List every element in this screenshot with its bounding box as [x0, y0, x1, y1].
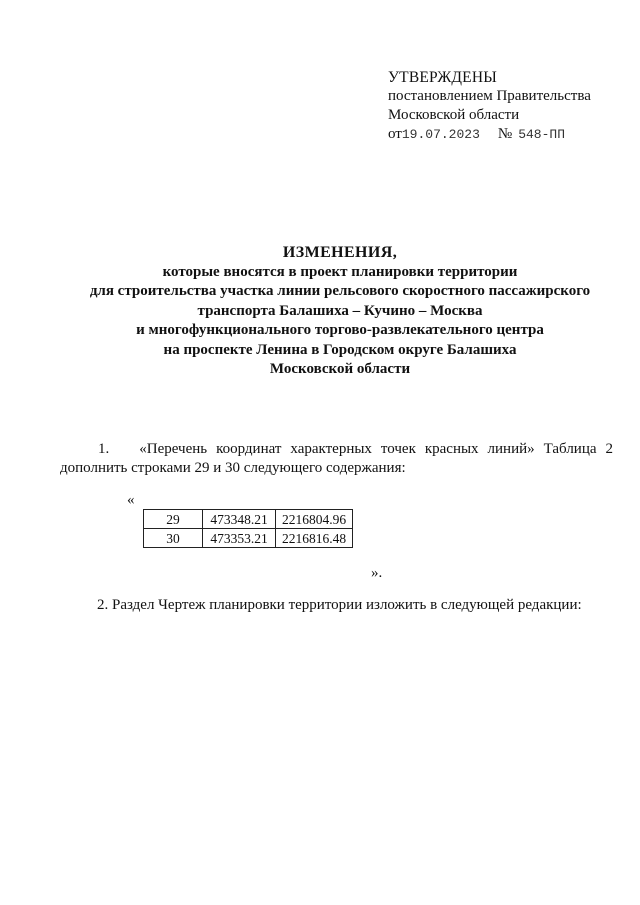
item-2: 2. Раздел Чертеж планировки территории изложить в следующей редакции: — [97, 597, 582, 613]
approval-number: 548-ПП — [518, 127, 565, 142]
item-1-text-1: «Перечень координат характерных точек красных линий» Таблица 2 — [139, 441, 613, 457]
heading-line: на проспекте Ленина в Городском округе Балашиха — [163, 341, 517, 358]
date-prefix: от — [388, 126, 402, 142]
heading-line: для строительства участка линии рельсового скоростного пассажирского — [89, 283, 591, 299]
item-1 — [60, 440, 613, 478]
heading-line: Московской области — [269, 361, 411, 377]
approval-block — [388, 68, 591, 144]
number-sign: № — [497, 126, 513, 142]
coordinate-x: 473348.21 — [203, 510, 276, 529]
quote-open: « — [127, 492, 135, 508]
approval-region: Московской области — [388, 107, 520, 123]
table-row — [144, 529, 353, 548]
heading-line: которые вносятся в проект планировки территории — [162, 263, 518, 280]
document-heading — [40, 243, 640, 380]
table-row — [144, 510, 353, 529]
coordinate-x: 473353.21 — [203, 529, 276, 548]
item-1-text-2: дополнить строками 29 и 30 следующего содержания: — [60, 460, 406, 476]
item-1-line-1 — [60, 440, 613, 459]
heading-line: транспорта Балашиха – Кучино – Москва — [197, 302, 483, 319]
approval-title: УТВЕРЖДЕНЫ — [388, 69, 497, 86]
coordinates-table — [143, 509, 353, 548]
quote-close: ». — [371, 565, 383, 581]
heading-line: и многофункционального торгово-развлекательного центра — [136, 322, 544, 338]
approval-date-line — [388, 125, 591, 144]
item-1-number: 1. — [98, 441, 110, 457]
coordinate-y: 2216816.48 — [276, 529, 353, 548]
point-number: 29 — [144, 510, 203, 529]
point-number: 30 — [144, 529, 203, 548]
coordinate-y: 2216804.96 — [276, 510, 353, 529]
approval-date: 19.07.2023 — [401, 127, 480, 142]
heading-title: ИЗМЕНЕНИЯ, — [282, 244, 398, 261]
approval-authority: постановлением Правительства — [388, 88, 591, 104]
